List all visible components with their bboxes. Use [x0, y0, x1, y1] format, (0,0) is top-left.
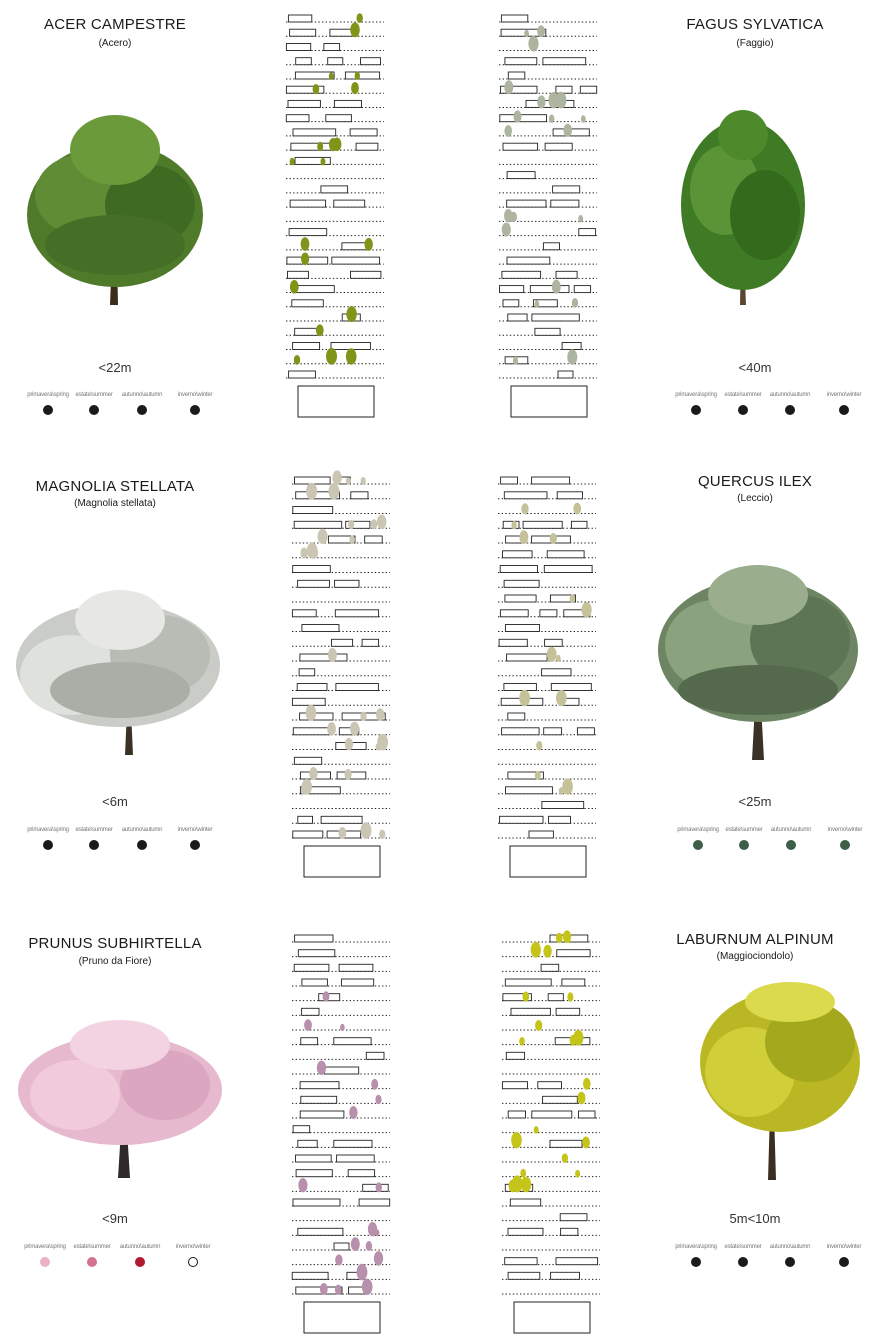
- planter-box: [541, 964, 559, 971]
- season-label: estate\summer: [724, 392, 762, 398]
- season-label: inverno\winter: [177, 392, 213, 398]
- foliage-mark: [563, 930, 571, 943]
- planter-box: [556, 1008, 580, 1015]
- planter-box: [543, 1096, 578, 1103]
- season-label: inverno\winter: [826, 392, 862, 398]
- season-label: inverno\winter: [175, 1244, 211, 1250]
- planter-box: [557, 950, 590, 957]
- foliage-mark: [582, 1137, 590, 1149]
- planter-box: [505, 1258, 537, 1265]
- season-label: primavera\spring: [27, 392, 69, 398]
- planter-box: [508, 1272, 540, 1279]
- species-name: ACER CAMPESTRE: [44, 16, 186, 33]
- foliage-mark: [583, 1078, 591, 1090]
- species-laburnum: [640, 900, 870, 1330]
- species-common-name: (Magnolia stellata): [74, 498, 156, 509]
- season-label: autunno\autumn: [121, 392, 163, 398]
- season-dot: [738, 1257, 748, 1267]
- planter-box: [532, 1111, 572, 1118]
- height-label: <22m: [98, 360, 132, 375]
- season-dot: [691, 1257, 701, 1267]
- species-common-name: (Faggio): [736, 38, 774, 49]
- species-common-name: (Maggiociondolo): [716, 951, 794, 962]
- planter-box: [551, 1272, 580, 1279]
- season-label: primavera\spring: [675, 392, 717, 398]
- season-label: inverno\winter: [826, 1244, 862, 1250]
- species-name: FAGUS SYLVATICA: [686, 16, 824, 33]
- planter-box: [510, 1199, 540, 1206]
- season-label: estate\summer: [75, 392, 113, 398]
- foliage-mark: [523, 992, 530, 1002]
- season-label: autunno\autumn: [769, 392, 811, 398]
- foliage-mark: [520, 1169, 526, 1178]
- planter-box: [561, 1228, 578, 1235]
- season-label: estate\summer: [73, 1244, 111, 1250]
- height-label: 5m<10m: [729, 1211, 781, 1226]
- foliage-mark: [562, 1153, 568, 1163]
- season-label: estate\summer: [75, 827, 113, 833]
- height-label: <6m: [102, 794, 128, 809]
- foliage-mark: [535, 1020, 542, 1031]
- season-label: autunno\autumn: [119, 1244, 161, 1250]
- species-common-name: (Acero): [98, 38, 132, 49]
- species-name: LABURNUM ALPINUM: [676, 931, 834, 948]
- foliage-mark: [577, 1092, 585, 1105]
- foliage-mark: [573, 1030, 583, 1046]
- base-box: [514, 1302, 590, 1333]
- season-label: primavera\spring: [677, 827, 719, 833]
- planter-box: [562, 979, 585, 986]
- season-dot: [839, 1257, 849, 1267]
- species-common-name: (Pruno da Fiore): [78, 956, 152, 967]
- planter-box: [560, 1214, 587, 1221]
- height-label: <40m: [738, 360, 772, 375]
- foliage-mark: [556, 933, 563, 943]
- planter-box: [511, 1008, 550, 1015]
- planter-box: [556, 1258, 598, 1265]
- species-name: QUERCUS ILEX: [697, 473, 813, 490]
- season-label: autunno\autumn: [121, 827, 163, 833]
- foliage-mark: [575, 1170, 580, 1178]
- height-label: <9m: [102, 1211, 128, 1226]
- planter-box: [508, 1111, 525, 1118]
- season-label: inverno\winter: [177, 827, 213, 833]
- season-winter: [809, 1244, 870, 1267]
- season-dot: [785, 1257, 795, 1267]
- foliage-mark: [511, 1132, 522, 1148]
- planter-box: [548, 994, 563, 1001]
- season-label: primavera\spring: [675, 1244, 717, 1250]
- height-label: <25m: [738, 794, 772, 809]
- foliage-mark: [521, 1177, 531, 1193]
- planter-box: [506, 1052, 524, 1059]
- season-label: estate\summer: [725, 827, 763, 833]
- foliage-mark: [567, 992, 573, 1001]
- season-label: primavera\spring: [27, 827, 69, 833]
- foliage-mark: [543, 945, 551, 958]
- planter-box: [579, 1111, 596, 1118]
- foliage-mark: [534, 1126, 539, 1134]
- foliage-mark: [531, 942, 541, 958]
- season-label: inverno\winter: [827, 827, 863, 833]
- planter-box: [550, 1140, 582, 1147]
- tree-illustration: [640, 982, 870, 1182]
- season-label: autunno\autumn: [770, 827, 812, 833]
- species-name: MAGNOLIA STELLATA: [35, 478, 195, 495]
- planter-box: [538, 1082, 562, 1089]
- species-name: PRUNUS SUBHIRTELLA: [28, 935, 202, 952]
- season-label: autunno\autumn: [769, 1244, 811, 1250]
- season-label: estate\summer: [724, 1244, 762, 1250]
- season-label: primavera\spring: [24, 1244, 66, 1250]
- planter-box: [508, 1228, 543, 1235]
- planter-box: [505, 979, 551, 986]
- planter-box: [502, 1082, 527, 1089]
- foliage-mark: [519, 1037, 525, 1046]
- species-common-name: (Leccio): [737, 493, 773, 504]
